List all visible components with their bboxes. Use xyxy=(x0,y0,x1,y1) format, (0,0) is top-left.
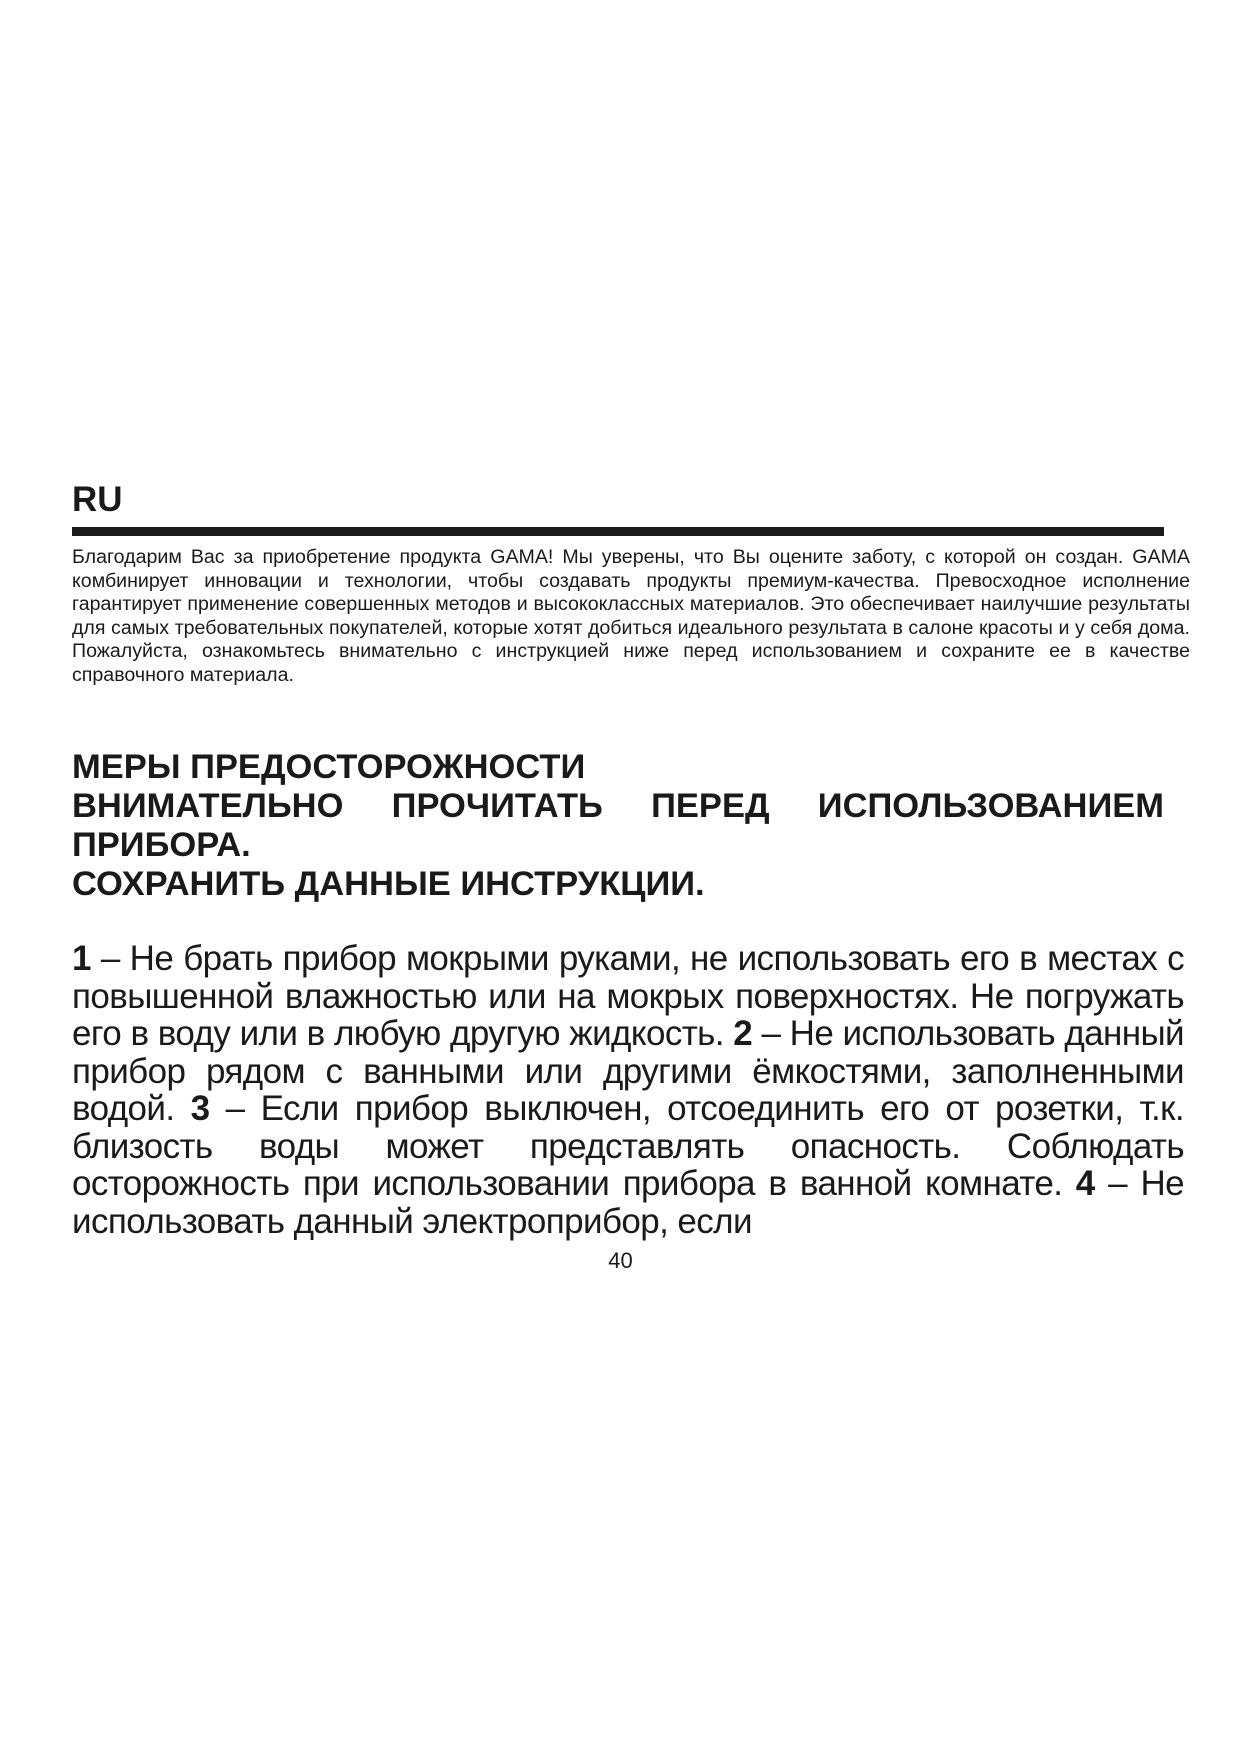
intro-paragraph: Благодарим Вас за приобретение продукта GAMA! Мы уверены, что Вы оцените заботу, с которой он создан. GAMA комбинирует инновации и технологии, чтобы создавать продукты премиум-качества. Превосходное исполнение гарантирует применение совершенных методов и высококлассных материалов. Это обеспечивает наилучшие результаты для самых требовательных покупателей, которые хотят добиться идеального результата в салоне красоты и у себя дома. Пожалуйста, ознакомьтесь внимательно с инструкцией ниже перед использованием и сохраните ее в качестве справочного материала. xyxy=(72,546,1190,686)
language-code: RU xyxy=(72,480,123,519)
section-divider xyxy=(72,527,1164,536)
warning-number: 2 xyxy=(733,1014,753,1053)
warning-number: 4 xyxy=(1075,1164,1095,1203)
warning-text: – Не использовать данный прибор рядом с ванными или другими ёмкостями, заполненными водой. xyxy=(72,1014,1184,1128)
safety-heading-line: ВНИМАТЕЛЬНО ПРОЧИТАТЬ ПЕРЕД ИСПОЛЬЗОВАНИЕМ xyxy=(72,787,1164,825)
safety-heading-line: ПРИБОРА. xyxy=(72,826,251,864)
warning-text: – Не брать прибор мокрыми руками, не использовать его в местах с повышенной влажностью или на мокрых поверхностях. Не погружать его в воду или в любую другую жидкость. xyxy=(72,939,1184,1053)
warning-number: 3 xyxy=(190,1089,210,1128)
page-number: 40 xyxy=(608,1248,633,1273)
warning-text: – Если прибор выключен, отсоединить его от розетки, т.к. близость воды может представлять опасность. Соблюдать осторожность при использовании прибора в ванной комнате. xyxy=(72,1089,1184,1203)
safety-heading-line: МЕРЫ ПРЕДОСТОРОЖНОСТИ xyxy=(72,748,586,786)
safety-heading-line: СОХРАНИТЬ ДАННЫЕ ИНСТРУКЦИИ. xyxy=(72,865,705,903)
warnings-paragraph xyxy=(72,940,1184,1240)
warning-text: – Не использовать данный электроприбор, если xyxy=(72,1164,1185,1241)
safety-heading xyxy=(72,748,1164,904)
warning-number: 1 xyxy=(72,939,91,978)
